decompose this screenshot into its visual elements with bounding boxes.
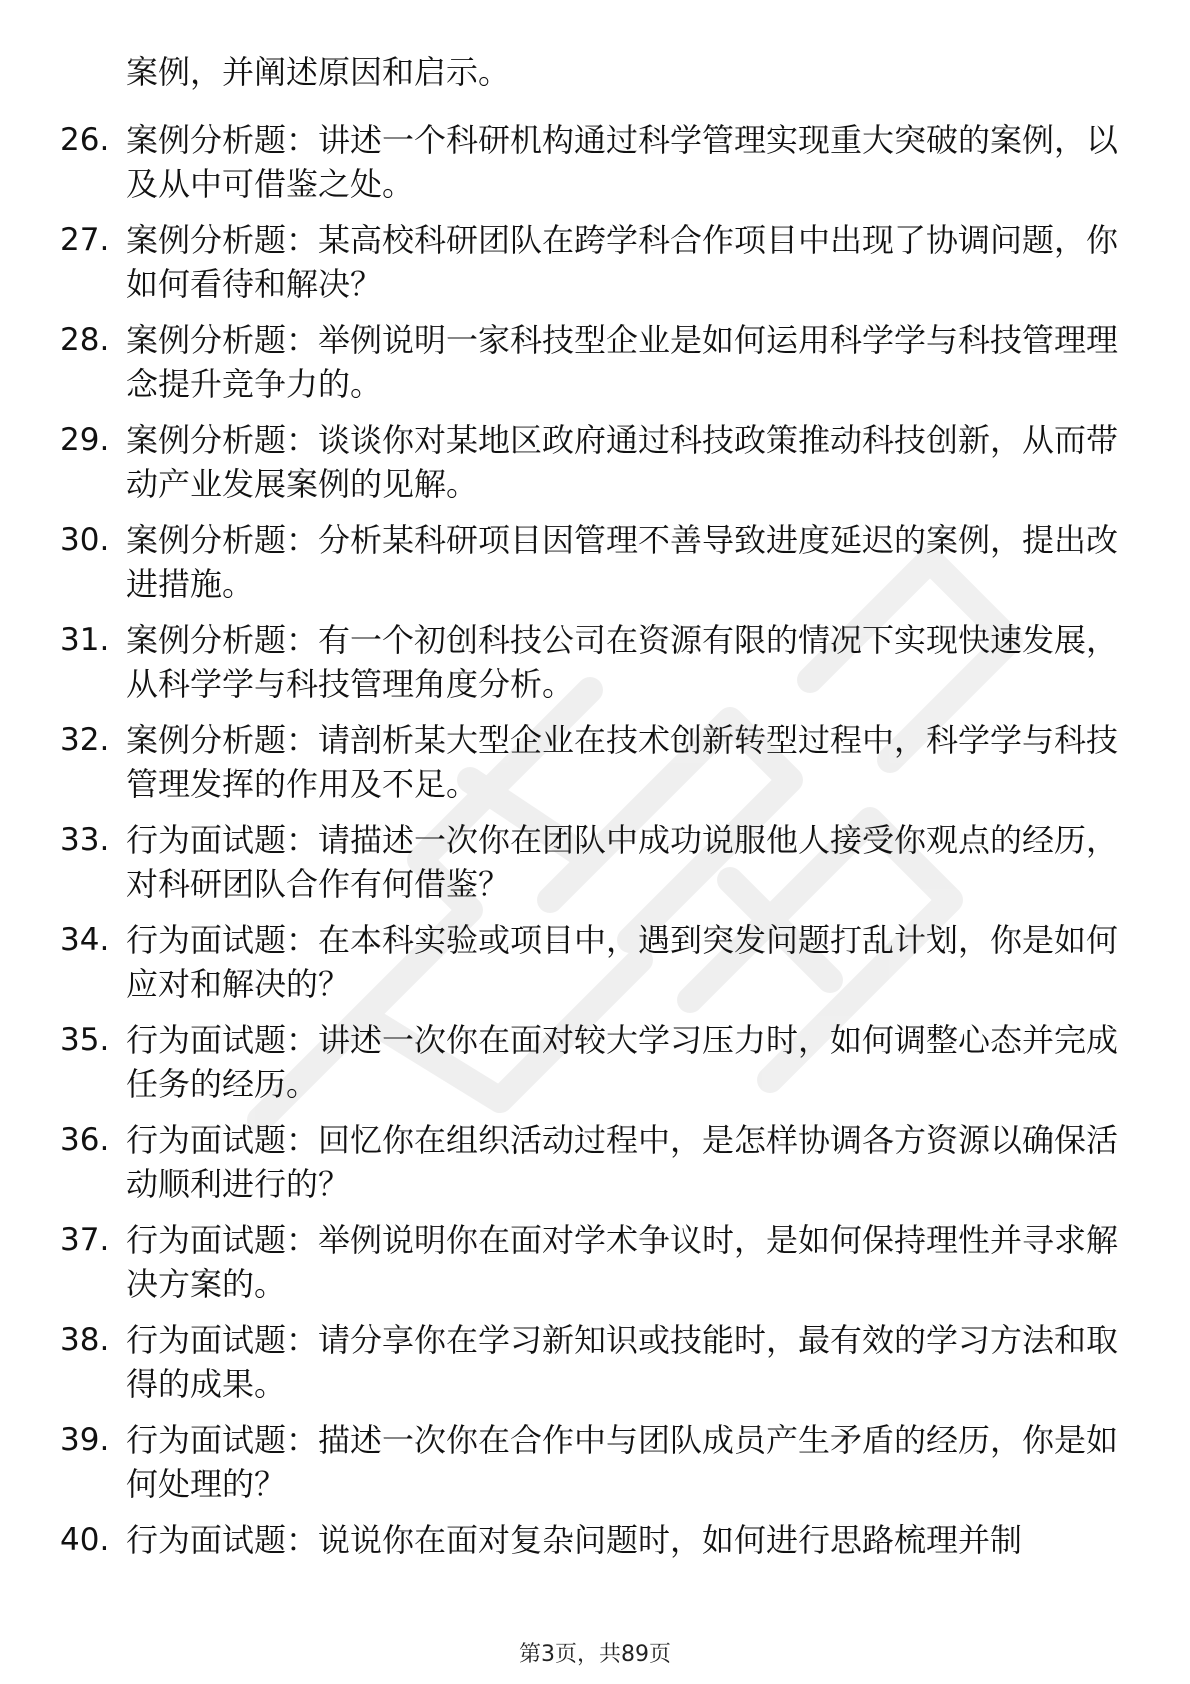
item-number: 32. xyxy=(60,722,110,758)
list-item xyxy=(60,1418,1140,1506)
item-text: 行为面试题：讲述一次你在面对较大学习压力时，如何调整心态并完成任务的经历。 xyxy=(126,1021,1119,1103)
list-item xyxy=(60,1518,1140,1562)
item-text: 案例分析题：某高校科研团队在跨学科合作项目中出现了协调问题，你如何看待和解决？ xyxy=(126,221,1119,303)
item-text: 案例分析题：有一个初创科技公司在资源有限的情况下实现快速发展，从科学学与科技管理角度分析。 xyxy=(126,621,1119,703)
list-item xyxy=(60,1318,1140,1406)
item-text: 行为面试题：请描述一次你在团队中成功说服他人接受你观点的经历，对科研团队合作有何借鉴？ xyxy=(126,821,1119,903)
list-item xyxy=(60,1018,1140,1106)
continuation-line: 案例，并阐述原因和启示。 xyxy=(126,53,511,91)
list-item xyxy=(60,718,1140,806)
list-item xyxy=(60,318,1140,406)
item-text: 案例分析题：请剖析某大型企业在技术创新转型过程中，科学学与科技管理发挥的作用及不足。 xyxy=(126,721,1119,803)
list-item xyxy=(60,218,1140,306)
item-text: 行为面试题：说说你在面对复杂问题时，如何进行思路梳理并制 xyxy=(126,1521,1023,1559)
list-item xyxy=(60,118,1140,206)
item-text: 行为面试题：请分享你在学习新知识或技能时，最有效的学习方法和取得的成果。 xyxy=(126,1321,1119,1403)
item-text: 行为面试题：在本科实验或项目中，遇到突发问题打乱计划，你是如何应对和解决的？ xyxy=(126,921,1119,1003)
item-number: 30. xyxy=(60,522,110,558)
item-number: 26. xyxy=(60,122,110,158)
item-text: 案例分析题：谈谈你对某地区政府通过科技政策推动科技创新，从而带动产业发展案例的见解。 xyxy=(126,421,1119,503)
item-number: 36. xyxy=(60,1122,110,1158)
item-number: 35. xyxy=(60,1022,110,1058)
item-text: 行为面试题：描述一次你在合作中与团队成员产生矛盾的经历，你是如何处理的？ xyxy=(126,1421,1119,1503)
page-footer: 第3页，共89页 xyxy=(519,1642,671,1667)
item-number: 34. xyxy=(60,922,110,958)
item-text: 行为面试题：举例说明你在面对学术争议时，是如何保持理性并寻求解决方案的。 xyxy=(126,1221,1119,1303)
item-number: 39. xyxy=(60,1422,110,1458)
item-text: 行为面试题：回忆你在组织活动过程中，是怎样协调各方资源以确保活动顺利进行的？ xyxy=(126,1121,1119,1203)
item-number: 28. xyxy=(60,322,110,358)
item-text: 案例分析题：分析某科研项目因管理不善导致进度延迟的案例，提出改进措施。 xyxy=(126,521,1119,603)
item-text: 案例分析题：举例说明一家科技型企业是如何运用科学学与科技管理理念提升竞争力的。 xyxy=(126,321,1119,403)
list-item xyxy=(60,1118,1140,1206)
question-list xyxy=(60,50,1140,1574)
list-item xyxy=(60,418,1140,506)
item-number: 40. xyxy=(60,1522,110,1558)
list-item xyxy=(60,518,1140,606)
item-text: 案例分析题：讲述一个科研机构通过科学管理实现重大突破的案例，以及从中可借鉴之处。 xyxy=(126,121,1119,203)
item-number: 31. xyxy=(60,622,110,658)
list-item xyxy=(60,918,1140,1006)
item-number: 38. xyxy=(60,1322,110,1358)
item-number: 29. xyxy=(60,422,110,458)
item-number: 37. xyxy=(60,1222,110,1258)
item-number: 27. xyxy=(60,222,110,258)
item-number: 33. xyxy=(60,822,110,858)
list-item xyxy=(60,618,1140,706)
list-item xyxy=(60,818,1140,906)
list-item xyxy=(60,1218,1140,1306)
